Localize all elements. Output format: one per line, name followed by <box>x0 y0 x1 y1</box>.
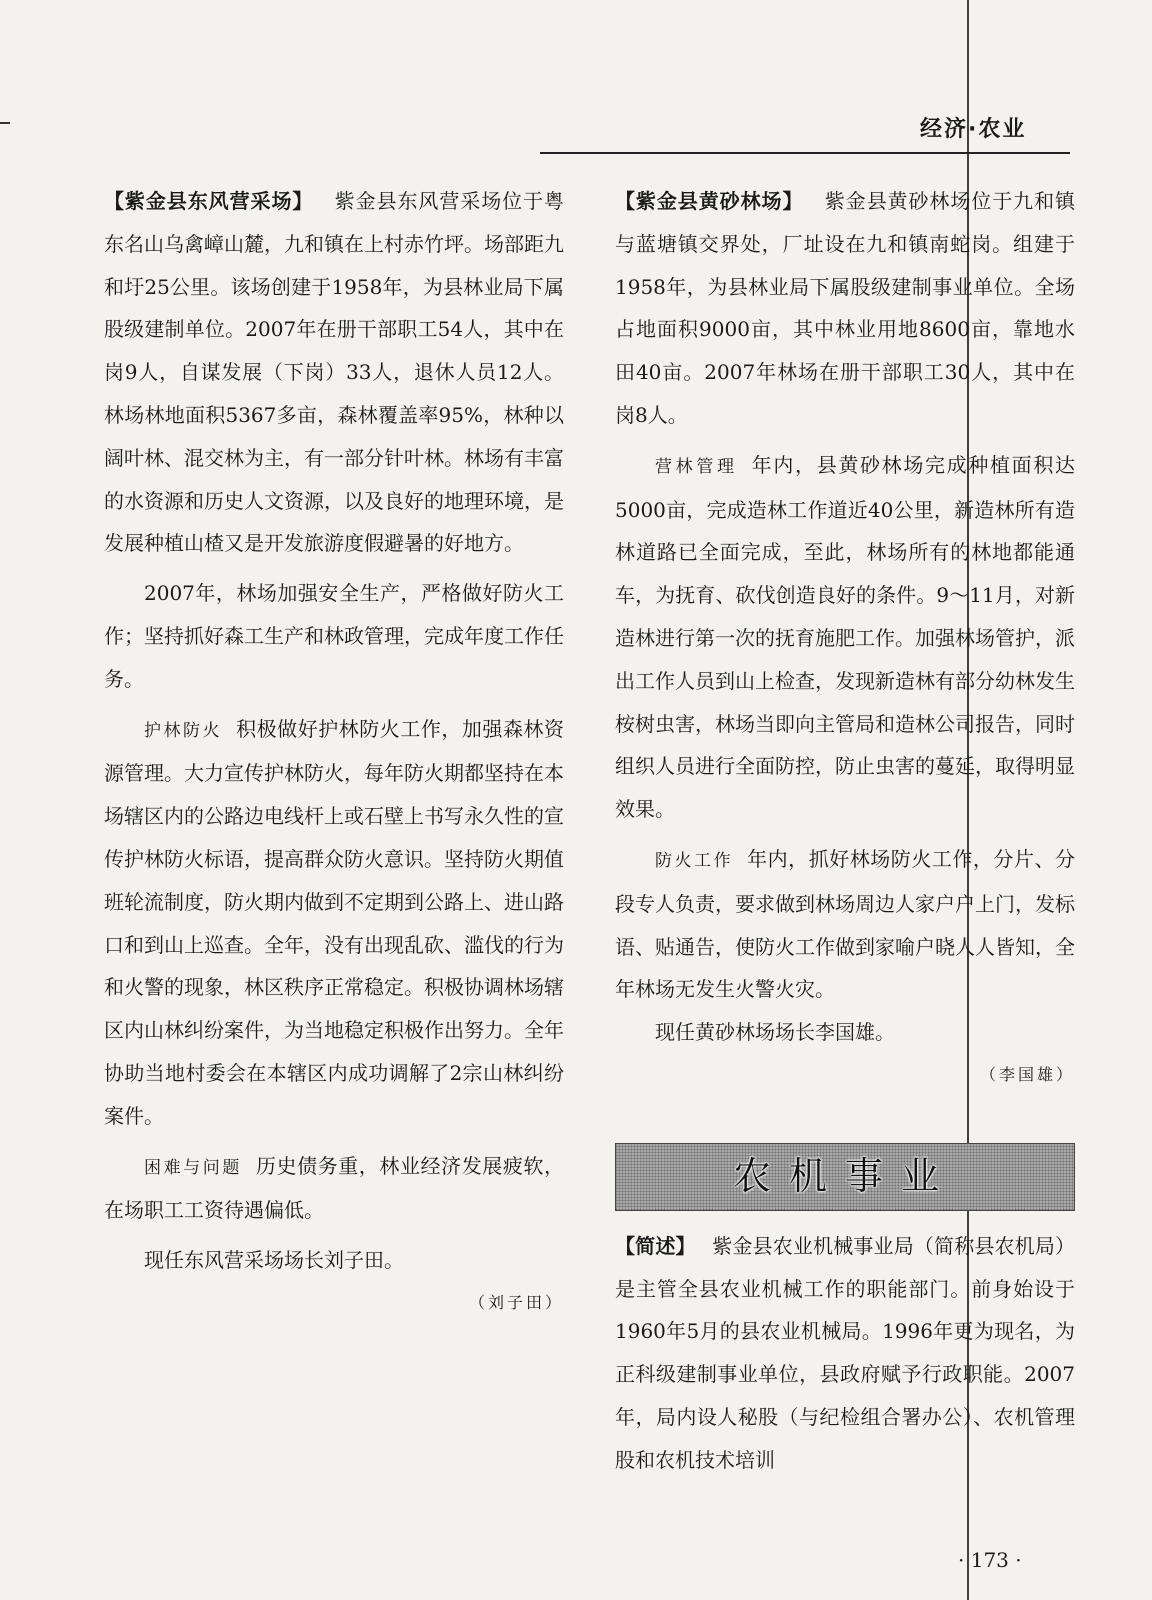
article-title: 【简述】 <box>615 1233 696 1258</box>
section-title: 农机事业 <box>732 1154 957 1199</box>
author-credit: （李国雄） <box>979 1064 1075 1084</box>
scan-margin-mark <box>0 122 10 124</box>
paragraph-text: 紫金县农业机械事业局（简称县农机局）是主管全县农业机械工作的职能部门。前身始设于1960年5月的县农业机械局。1996年更为现名，为正科级建制事业单位，县政府赋予行政职能。2007年，局内设人秘股（与纪检组合署办公）、农机管理股和农机技术培训 <box>615 1233 1076 1472</box>
paragraph-fire-protection <box>104 708 564 1138</box>
paragraph-difficulties <box>104 1145 564 1233</box>
subhead: 防火工作 <box>655 850 734 871</box>
paragraph-fire-work <box>615 838 1075 1011</box>
paragraph-text: 历史债务重，林业经济发展疲软，在场职工工资待遇偏低。 <box>104 1153 565 1223</box>
subhead: 困难与问题 <box>144 1157 242 1178</box>
article-overview <box>615 1225 1075 1482</box>
running-head: 经济·农业 <box>920 117 1027 142</box>
subhead: 营林管理 <box>655 456 738 477</box>
paragraph: 2007年，林场加强安全生产，严格做好防火工作；坚持抓好森工生产和林政管理，完成年度工作任务。 <box>104 581 564 691</box>
left-column <box>104 180 564 1325</box>
author-credit: （刘子田） <box>468 1292 564 1312</box>
article-huangsha-intro <box>615 180 1075 437</box>
paragraph-text: 年内，县黄砂林场完成种植面积达5000亩，完成造林工作道近40公里，新造林所有造林道路已全面完成，至此，林场所有的林地都能通车，为抚育、砍伐创造良好的条件。9～11月，对新造林进行第一次的抚育施肥工作。加强林场管护，派出工作人员到山上检查，发现新造林有部分幼林发生桉树虫害，林场当即向主管局和造林公司报告，同时组织人员进行全面防控，防止虫害的蔓延，取得明显效果。 <box>615 452 1076 822</box>
paragraph: 现任黄砂林场场长李国雄。 <box>655 1020 895 1045</box>
article-title: 【紫金县黄砂林场】 <box>615 189 804 213</box>
section-banner <box>615 1143 1075 1211</box>
right-column <box>615 180 1075 1482</box>
page-number: · 173 · <box>958 1548 1022 1572</box>
subhead: 护林防火 <box>144 720 223 741</box>
article-dongfengying-intro <box>104 180 564 565</box>
paragraph-text: 紫金县东风营采场位于粤东名山乌禽嶂山麓，九和镇在上村赤竹坪。场部距九和圩25公里。该场创建于1958年，为县林业局下属股级建制单位。2007年在册干部职工54人，其中在岗9人，自谋发展（下岗）33人，退休人员12人。林场林地面积5367多亩，森林覆盖率95%，林种以阔叶林、混交林为主，有一部分针叶林。林场有丰富的水资源和历史人文资源，以及良好的地理环境，是发展种植山楂又是开发旅游度假避暑的好地方。 <box>104 189 565 556</box>
paragraph-text: 紫金县黄砂林场位于九和镇与蓝塘镇交界处，厂址设在九和镇南蛇岗。组建于1958年，为县林业局下属股级建制事业单位。全场占地面积9000亩，其中林业用地8600亩，靠地水田40亩。2007年林场在册干部职工30人，其中在岗8人。 <box>615 189 1076 427</box>
paragraph-forest-management <box>615 444 1075 831</box>
article-title: 【紫金县东风营采场】 <box>104 189 314 213</box>
paragraph-text: 年内，抓好林场防火工作，分片、分段专人负责，要求做到林场周边人家户户上门，发标语、贴通告，使防火工作做到家喻户晓人人皆知，全年林场无发生火警火灾。 <box>615 846 1076 1002</box>
paragraph: 现任东风营采场场长刘子田。 <box>144 1248 404 1273</box>
header-rule <box>540 152 1070 154</box>
paragraph-text: 积极做好护林防火工作，加强森林资源管理。大力宣传护林防火，每年防火期都坚持在本场辖区内的公路边电线杆上或石壁上书写永久性的宣传护林防火标语，提高群众防火意识。坚持防火期值班轮流制度，防火期内做到不定期到公路上、进山路口和到山上巡查。全年，没有出现乱砍、滥伐的行为和火警的现象，林区秩序正常稳定。积极协调林场辖区内山林纠纷案件，为当地稳定积极作出努力。全年协助当地村委会在本辖区内成功调解了2宗山林纠纷案件。 <box>104 716 565 1128</box>
